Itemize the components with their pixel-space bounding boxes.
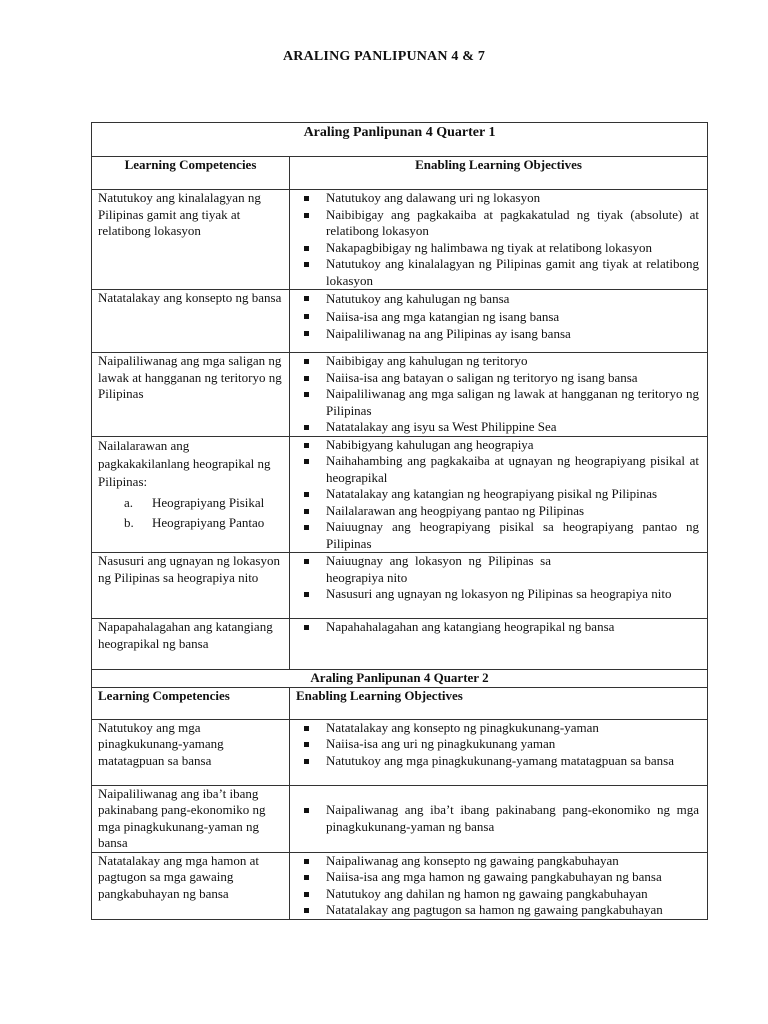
objective-item: Nasusuri ang ugnayan ng lokasyon ng Pilipinas sa heograpiya nito — [296, 586, 701, 603]
objective-item: Natutukoy ang dalawang uri ng lokasyon — [296, 190, 701, 207]
objective-item: Naibibigay ang pagkakaiba at pagkakatulad ng tiyak (absolute) at relatibong lokasyon — [296, 207, 701, 240]
objectives-cell — [290, 436, 708, 553]
objectives-cell — [290, 353, 708, 437]
objectives-cell — [290, 852, 708, 919]
objective-item: Naipaliliwanag ang mga saligan ng lawak at hangganan ng teritoryo ng Pilipinas — [296, 386, 701, 419]
table-row — [92, 719, 708, 785]
objectives-cell — [290, 290, 708, 353]
objective-item: Nakapagbibigay ng halimbawa ng tiyak at relatibong lokasyon — [296, 240, 701, 257]
document-title: ARALING PANLIPUNAN 4 & 7 — [282, 49, 486, 64]
quarter-1-title-row — [92, 123, 708, 157]
objective-item: Naipaliliwanag na ang Pilipinas ay isang bansa — [296, 325, 701, 343]
objective-item: Naipaliwanag ang iba’t ibang pakinabang pang-ekonomiko ng mga pinagkukunang-yaman ng bansa — [296, 802, 701, 835]
objective-item: Natatalakay ang isyu sa West Philippine Sea — [296, 419, 701, 436]
sub-item: a. Heograpiyang Pisikal — [124, 494, 265, 510]
table-row — [92, 436, 708, 553]
quarter-2-header-row — [92, 687, 708, 719]
table-row — [92, 353, 708, 437]
objective-item: Naiisa-isa ang mga hamon ng gawaing pangkabuhayan ng bansa — [296, 869, 701, 886]
quarter-1-header-row — [92, 157, 708, 190]
objectives-cell — [290, 719, 708, 785]
objectives-cell — [290, 619, 708, 670]
objective-item: Naiisa-isa ang batayan o saligan ng teritoryo ng isang bansa — [296, 370, 701, 387]
table-row — [92, 619, 708, 670]
enabling-objectives-header: Enabling Learning Objectives — [290, 157, 708, 190]
objectives-cell — [290, 785, 708, 852]
quarter-2-title-row — [92, 670, 708, 688]
objective-item: Naiisa-isa ang uri ng pinagkukunang yaman — [296, 736, 701, 753]
objectives-cell — [290, 190, 708, 290]
table-row — [92, 553, 708, 619]
sub-item: b. Heograpiyang Pantao — [124, 514, 265, 530]
objective-item: Natutukoy ang kahulugan ng bansa — [296, 290, 701, 308]
objective-item: Natutukoy ang mga pinagkukunang-yamang matatagpuan sa bansa — [296, 753, 701, 770]
competency-sub-list — [98, 493, 283, 533]
objective-item: Naipaliwanag ang konsepto ng gawaing pangkabuhayan — [296, 853, 701, 870]
competency-cell: Natutukoy ang kinalalagyan ng Pilipinas gamit ang tiyak at relatibong lokasyon — [92, 190, 290, 290]
objective-item: Natutukoy ang kinalalagyan ng Pilipinas gamit ang tiyak at relatibong lokasyon — [296, 256, 701, 289]
competency-cell: Napapahalagahan ang katangiang heograpikal ng bansa — [92, 619, 290, 670]
table-row — [92, 290, 708, 353]
competency-cell: Naipaliliwanag ang iba’t ibang pakinabang pang-ekonomiko ng mga pinagkukunang-yaman ng bansa — [92, 785, 290, 852]
objectives-cell — [290, 553, 708, 619]
competency-cell: Natutukoy ang mga pinagkukunang-yamang matatagpuan sa bansa — [92, 719, 290, 785]
table-row — [92, 190, 708, 290]
learning-competencies-header: Learning Competencies — [92, 687, 290, 719]
objective-item: Natatalakay ang katangian ng heograpiyang pisikal ng Pilipinas — [296, 486, 701, 503]
objective-item: Naihahambing ang pagkakaiba at ugnayan ng heograpiyang pisikal at heograpikal — [296, 453, 701, 486]
objective-item: Naiisa-isa ang mga katangian ng isang bansa — [296, 308, 701, 326]
enabling-objectives-header: Enabling Learning Objectives — [290, 687, 708, 719]
competency-cell: Natatalakay ang mga hamon at pagtugon sa mga gawaing pangkabuhayan ng bansa — [92, 852, 290, 919]
quarter-1-title: Araling Panlipunan 4 Quarter 1 — [92, 123, 708, 157]
competency-cell: Naipaliliwanag ang mga saligan ng lawak at hangganan ng teritoryo ng Pilipinas — [92, 353, 290, 437]
table-row — [92, 852, 708, 919]
competency-cell: Nasusuri ang ugnayan ng lokasyon ng Pilipinas sa heograpiya nito — [92, 553, 290, 619]
quarter-2-title: Araling Panlipunan 4 Quarter 2 — [92, 670, 708, 688]
objective-item: Naiuugnay ang heograpiyang pisikal sa heograpiyang pantao ng Pilipinas — [296, 519, 701, 552]
learning-competencies-header: Learning Competencies — [92, 157, 290, 190]
competency-cell: Natatalakay ang konsepto ng bansa — [92, 290, 290, 353]
objective-item: Natatalakay ang pagtugon sa hamon ng gawaing pangkabuhayan — [296, 902, 701, 919]
objective-item: Nabibigyang kahulugan ang heograpiya — [296, 437, 701, 454]
objective-item: Natatalakay ang konsepto ng pinagkukunang-yaman — [296, 720, 701, 737]
table-row — [92, 785, 708, 852]
objective-item: Natutukoy ang dahilan ng hamon ng gawaing pangkabuhayan — [296, 886, 701, 903]
objective-item: Naiuugnay ang lokasyon ng Pilipinas sa heograpiya nito — [296, 553, 701, 586]
objective-item: Napahahalagahan ang katangiang heograpikal ng bansa — [296, 619, 701, 636]
objective-item: Naibibigay ang kahulugan ng teritoryo — [296, 353, 701, 370]
curriculum-table — [91, 122, 708, 920]
competency-cell — [92, 436, 290, 553]
objective-item: Nailalarawan ang heogpiyang pantao ng Pilipinas — [296, 503, 701, 520]
competency-text: Nailalarawan ang pagkakakilanlang heograpikal ng Pilipinas: — [98, 437, 271, 489]
